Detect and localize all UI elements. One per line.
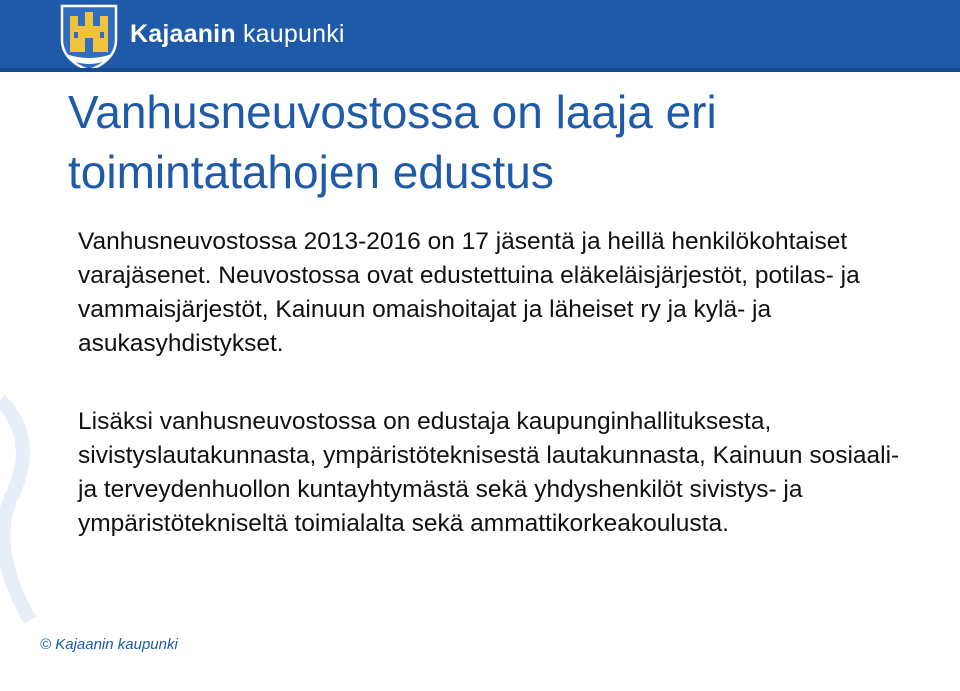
decorative-watermark xyxy=(0,380,70,640)
slide-title: Vanhusneuvostossa on laaja eri toimintatahojen edustus xyxy=(68,86,717,198)
header-bar xyxy=(0,0,960,72)
footer-copyright: © Kajaanin kaupunki xyxy=(40,636,178,653)
brand-bold: Kajaanin xyxy=(130,20,236,48)
brand-light: kaupunki xyxy=(242,20,345,48)
paragraph-representatives: Lisäksi vanhusneuvostossa on edustaja kaupunginhallituksesta, sivistyslautakunnasta, ympäristöteknisestä lautakunnasta, Kainuun sosiaali- ja terveydenhuollon kuntayhtymästä sekä yhdyshenkilöt sivistys- ja ympäristötekniseltä toimialalta sekä ammattikorkeakoulusta. xyxy=(78,408,900,537)
header-underline xyxy=(0,68,960,72)
brand-name xyxy=(130,20,345,49)
castle-crest-icon xyxy=(58,4,120,72)
paragraph-members: Vanhusneuvostossa 2013-2016 on 17 jäsentä ja heillä henkilökohtaiset varajäsenet. Neuvostossa ovat edustettuina eläkeläisjärjestöt, potilas- ja vammaisjärjestöt, Kainuun omaishoitajat ja läheiset ry ja kylä- ja asukasyhdistykset. xyxy=(78,228,860,357)
